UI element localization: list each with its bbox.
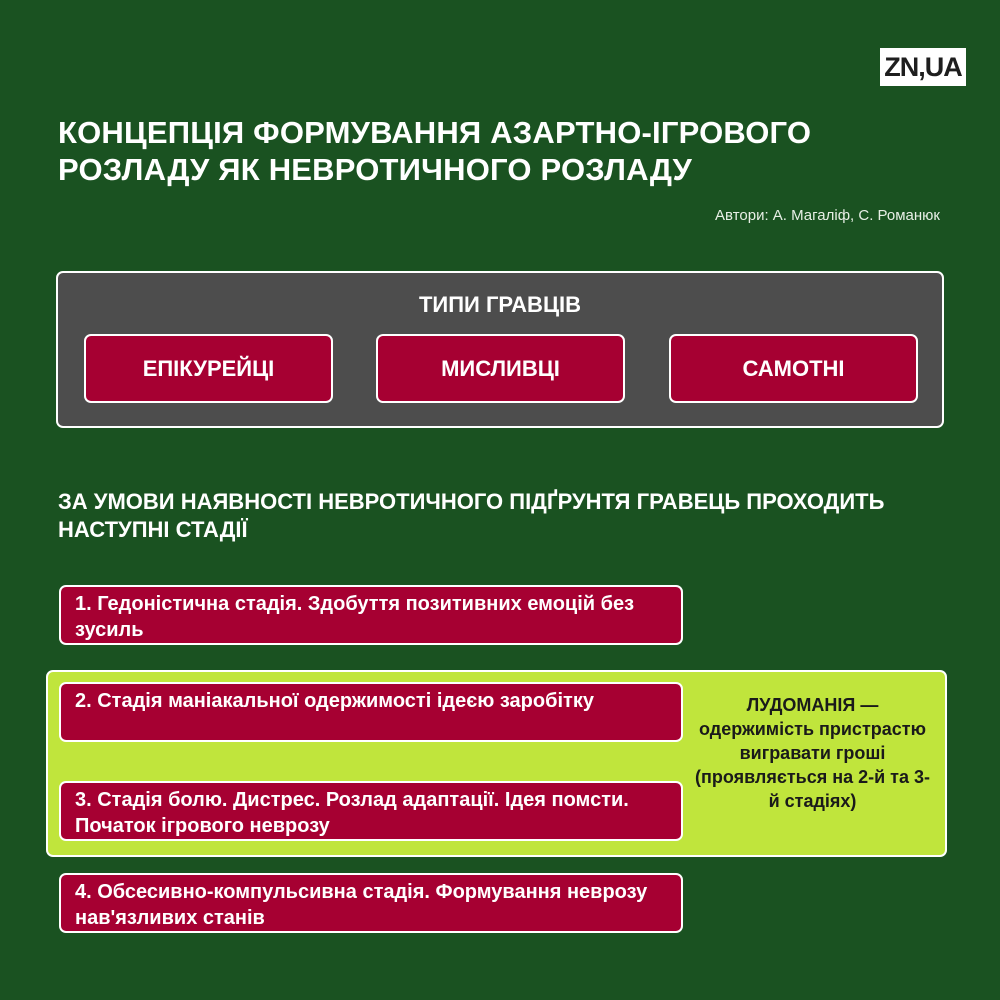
player-type-loners: САМОТНІ: [669, 334, 918, 403]
ludomania-definition: ЛУДОМАНІЯ — одержимість пристрастю вигравати гроші (проявляється на 2-й та 3-й стадіях): [694, 695, 930, 811]
player-type-hunters: МИСЛИВЦІ: [376, 334, 625, 403]
player-types-heading: ТИПИ ГРАВЦІВ: [418, 292, 582, 317]
stage-1-box: 1. Гедоністична стадія. Здобуття позитивних емоцій без зусиль: [59, 585, 683, 645]
player-type-epicureans: ЕПІКУРЕЙЦІ: [84, 334, 333, 403]
authors-credit: Автори: А. Магаліф, С. Романюк: [715, 207, 940, 224]
stage-4-box: 4. Обсесивно-компульсивна стадія. Формування неврозу нав'язливих станів: [59, 873, 683, 933]
zn-ua-logo[interactable]: ZN,UA: [880, 48, 966, 86]
player-types-panel: [56, 271, 944, 428]
stage-3-box: 3. Стадія болю. Дистрес. Розлад адаптації. Ідея помсти. Початок ігрового неврозу: [59, 781, 683, 841]
stages-heading: ЗА УМОВИ НАЯВНОСТІ НЕВРОТИЧНОГО ПІДҐРУНТЯ ГРАВЕЦЬ ПРОХОДИТЬ НАСТУПНІ СТАДІЇ: [58, 489, 885, 542]
page-title: КОНЦЕПЦІЯ ФОРМУВАННЯ АЗАРТНО-ІГРОВОГО РОЗЛАДУ ЯК НЕВРОТИЧНОГО РОЗЛАДУ: [58, 115, 812, 187]
stage-2-box: 2. Стадія маніакальної одержимості ідеєю заробітку: [59, 682, 683, 742]
